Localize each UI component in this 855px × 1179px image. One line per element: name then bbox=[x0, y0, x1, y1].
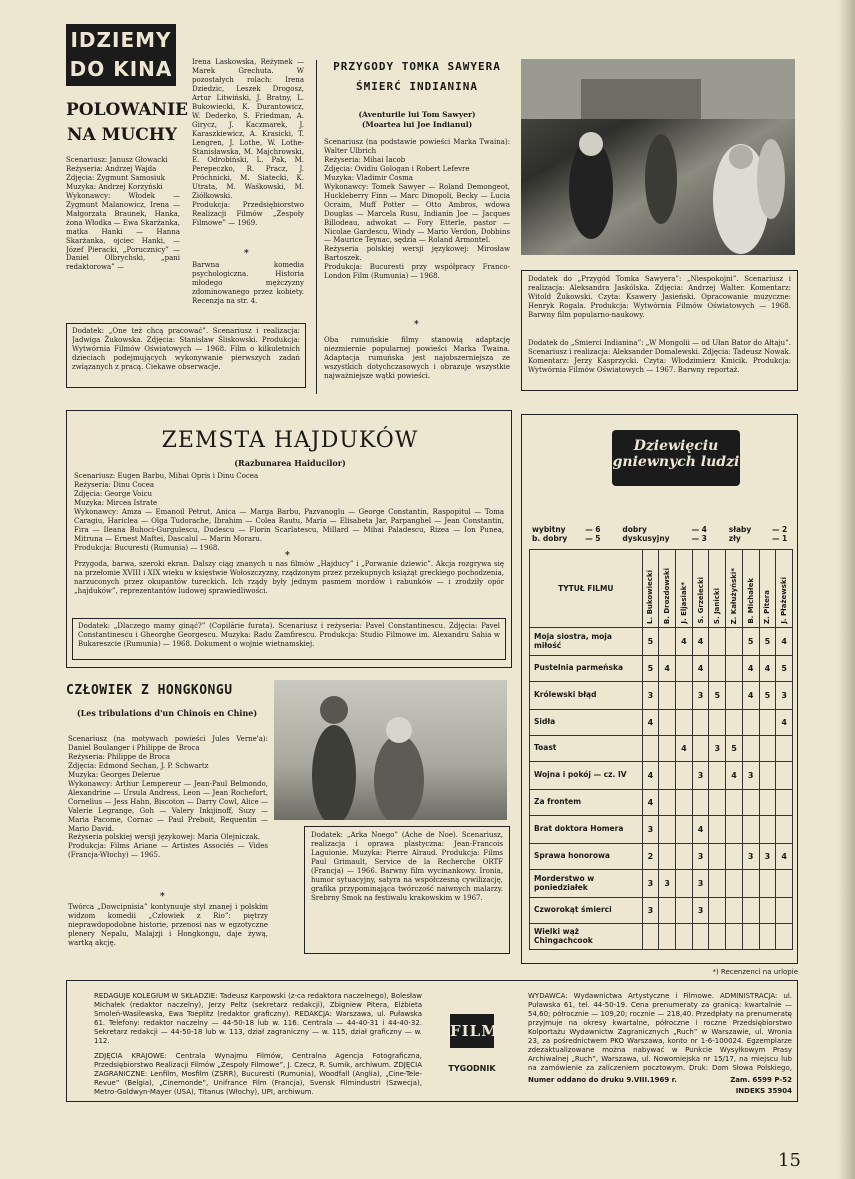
score-cell bbox=[692, 736, 709, 762]
score-cell bbox=[676, 870, 693, 898]
czlowiek-title: CZŁOWIEK Z HONGKONGU bbox=[66, 683, 233, 698]
critic-header-3 bbox=[692, 550, 709, 628]
legend-row-1 bbox=[532, 525, 792, 534]
score-cell bbox=[726, 628, 743, 656]
film-logo-sub: TYGODNIK bbox=[448, 1064, 496, 1073]
rating-row bbox=[530, 628, 793, 656]
score-cell bbox=[659, 762, 676, 790]
critic-header-5 bbox=[726, 550, 743, 628]
score-cell bbox=[676, 898, 693, 924]
legend-label: słaby bbox=[728, 525, 752, 534]
polowanie-extra: Dodatek: „One też chcą pracować”. Scenariusz i realizacja: Jadwiga Żukowska. Zdjęcia: Stanisław Śliskowski. Produkcja: Wytwórnia Filmów Oświatowych — 1968. Film o kilkuletnich dzieciach podejmujących wykonywanie pierwszych zadań związanych z pracą. Ciekawe obserwacje. bbox=[72, 327, 300, 371]
film-title-cell: Sidła bbox=[530, 710, 643, 736]
czlowiek-subtitle: (Les tribulations d'un Chinois en Chine) bbox=[76, 708, 258, 718]
tomek-title-1: PRZYGODY TOMKA SAWYERA bbox=[333, 60, 501, 73]
score-cell: 5 bbox=[742, 628, 759, 656]
film-title-cell: Morderstwo w poniedziałek bbox=[530, 870, 643, 898]
czlowiek-credits: Scenariusz (na motywach powieści Jules Verne'a): Daniel Boulanger i Philippe de Broca Reżyseria: Philippe de Broca Zdjęcia: Edmond Sechan, J. P. Schwartz Muzyka: Georges Delerue Wykonawcy: Arthur Lempereur — Jean-Paul Belmondo, Alexandrine — Ursula Andress, Leon — Jean Rochefort, Cornelius — Jess Hahn, Biscoton — Darry Cowl, Alice — Valerie Legrange, Goh — Valery Inkijinoff, Suzy — Maria Pacome, Cornac — Paul Preboit, Requentin — Mario David. Reżyseria polskiej wersji językowej: Maria Olejniczak. Produkcja: Films Ariane — Artistes Associés — Vides (Francja-Włochy) — 1965. bbox=[68, 735, 268, 860]
logo-line-1: IDZIEMY bbox=[70, 28, 172, 52]
film-title-cell: Czworokąt śmierci bbox=[530, 898, 643, 924]
rating-row bbox=[530, 924, 793, 950]
score-cell: 4 bbox=[742, 682, 759, 710]
score-cell bbox=[692, 924, 709, 950]
film-logo bbox=[450, 1014, 499, 1048]
czlowiek-review: Twórca „Dowcipnisia” kontynuuje styl znanej i polskim widzom komedii „Człowiek z Rio”: piętrzy nieprawdopodobne historie, przenosi nas w egzotyczne plenery Nepalu, Malajzji i Hongkongu, daje żywą, wartką akcję. bbox=[68, 903, 268, 947]
critic-name: J. Płażewski bbox=[780, 577, 789, 624]
score-cell bbox=[742, 924, 759, 950]
czlowiek-star: * bbox=[160, 892, 165, 902]
rating-row bbox=[530, 898, 793, 924]
tomek-star: * bbox=[414, 320, 419, 330]
score-cell bbox=[659, 816, 676, 844]
score-cell bbox=[726, 924, 743, 950]
score-cell: 3 bbox=[659, 870, 676, 898]
polowanie-title bbox=[66, 98, 188, 148]
ratings-title-2: gniewnych ludzi bbox=[612, 454, 740, 470]
score-cell bbox=[759, 870, 776, 898]
score-cell bbox=[709, 762, 726, 790]
score-cell bbox=[759, 762, 776, 790]
score-cell bbox=[709, 628, 726, 656]
polowanie-extra-box bbox=[66, 323, 306, 388]
legend-value: — 5 bbox=[585, 534, 601, 543]
film-title-cell: Wojna i pokój — cz. IV bbox=[530, 762, 643, 790]
zemsta-title: ZEMSTA HAJDUKÓW bbox=[161, 428, 419, 453]
score-cell bbox=[776, 924, 793, 950]
footer-zam: Zam. 6599 P-52 bbox=[730, 1076, 792, 1084]
score-cell bbox=[659, 682, 676, 710]
critic-name: Z. Pitera bbox=[763, 590, 772, 624]
score-cell bbox=[759, 710, 776, 736]
score-cell bbox=[676, 762, 693, 790]
zemsta-review: Przygoda, barwa, szeroki ekran. Dalszy ciąg znanych u nas filmów „Hajducy” i „Porwanie dziewic”. Akcja rozgrywa się na przełomie XVIII i XIX wieku w księstwie Wołoszczyzny, rządzonym przez przekupnych książąt greckiego pochodzenia, narzuconych przez okupantów tureckich. Ich rządy były jednym pasmem mordów i rabunków — i zrodziły opór „hajduków”, reprezentantów ludowej sprawiedliwości. bbox=[74, 560, 504, 595]
critic-name: L. Bukowiecki bbox=[646, 570, 655, 624]
score-cell bbox=[776, 870, 793, 898]
score-cell bbox=[709, 816, 726, 844]
score-cell: 4 bbox=[676, 736, 693, 762]
score-cell bbox=[726, 844, 743, 870]
score-cell bbox=[776, 898, 793, 924]
rating-row bbox=[530, 844, 793, 870]
rating-row bbox=[530, 682, 793, 710]
legend-label: wybitny bbox=[532, 525, 566, 534]
score-cell bbox=[709, 924, 726, 950]
zemsta-extra: Dodatek: „Dlaczego mamy ginąć?” (Copilărie furata). Scenariusz i reżyseria: Pavel Constantinescu. Zdjęcia: Pavel Constantinescu i Gheorghe Georgescu. Muzyka: Radu Zamfirescu. Produkcja: Studio Filmowe im. Alexandru Sahia w Bukareszcie (Rumunia) — 1968. Dokument o wojnie wietnamskiej. bbox=[78, 622, 500, 648]
tomek-extra-2: Dodatek do „Śmierci Indianina”: „W Mongolii — od Ułan Bator do Ałtaju”. Scenariusz i realizacja: Aleksander Domalewski. Zdjęcia: Tadeusz Nowak. Komentarz: Jerzy Kasprzycki. Czyta: Włodzimierz Kmicik. Produkcja: Wytwórnia Filmów Oświatowych — 1967. Barwny reportaż. bbox=[528, 339, 791, 374]
score-cell: 3 bbox=[642, 816, 659, 844]
score-cell bbox=[726, 682, 743, 710]
score-cell: 4 bbox=[776, 710, 793, 736]
legend-value: — 2 bbox=[771, 525, 788, 534]
score-cell bbox=[676, 844, 693, 870]
tomek-review: Oba rumuńskie filmy stanowią adaptację niezmiernie popularnej powieści Marka Twaina. Adaptacja rumuńska jest najobszerniejsza ze wszystkich dotychczasowych i obrazuje wszystkie najważniejsze wątki powieści. bbox=[324, 336, 510, 380]
score-cell: 3 bbox=[692, 870, 709, 898]
score-cell: 3 bbox=[692, 898, 709, 924]
critic-name: S. Grzelecki bbox=[696, 577, 705, 624]
czlowiek-extra: Dodatek: „Arka Noego” (Ache de Noe). Scenariusz, realizacja i oprawa plastyczna: Jean-Francois Laguionie. Muzyka: Pierre Alraud. Produkcja: Films Paul Grimault, Service de la Recherche ORTF (Francja) — 1966. Barwny film wycinankowy. Ironia, humor sytuacyjny, satyra na współczesną cywilizację, grafika przypominająca twórczość naiwnych malarzy. Srebrny Smok na festiwalu krakowskim w 1967. bbox=[311, 831, 503, 902]
tomek-title-2: ŚMIERĆ INDIANINA bbox=[356, 80, 478, 93]
score-cell: 2 bbox=[642, 844, 659, 870]
critic-name: B. Michałek bbox=[746, 578, 755, 624]
ratings-legend bbox=[532, 525, 792, 543]
footer-oddano: Numer oddano do druku 9.VIII.1969 r. bbox=[528, 1076, 677, 1084]
score-cell bbox=[759, 924, 776, 950]
score-cell: 5 bbox=[726, 736, 743, 762]
legend-label: dobry bbox=[622, 525, 647, 534]
polowanie-title-line-2: NA MUCHY bbox=[66, 125, 178, 145]
film-title-cell: Brat doktora Homera bbox=[530, 816, 643, 844]
film-title-cell: Moja siostra, moja miłość bbox=[530, 628, 643, 656]
score-cell: 3 bbox=[742, 844, 759, 870]
critic-header-0 bbox=[642, 550, 659, 628]
film-title-cell: Królewski błąd bbox=[530, 682, 643, 710]
critic-header-1 bbox=[659, 550, 676, 628]
tomek-subtitle: (Aventurile lui Tom Sawyer) (Moartea lui Joe Indianul) bbox=[358, 110, 476, 129]
footer-wydawca: WYDAWCA: Wydawnictwa Artystyczne i Filmowe. ADMINISTRACJA: ul. Puławska 61, tel. 44-50-19. Cena prenumeraty za granicą: kwartalnie — 54,60; półrocznie — 109,20; rocznie — 218,40. Przedpłaty na prenumeratę przyjmuje na okresy kwartalne, półroczne i roczne Przedsiębiorstwo Kolportażu Wydawnictw Zagranicznych „Ruch” w Warszawie, ul. Wronia 23, za pośrednictwem PKO Warszawa, konto nr 1-6-100024. Egzemplarze zdezaktualizowane można nabywać w Punkcie Wysyłkowym Prasy Archiwalnej „Ruch”, Warszawa, ul. Nowomiejska nr 15/17, na miejscu lub na zamówienie za zaliczeniem pocztowym. Druk: Dom Słowa Polskiego, bbox=[528, 992, 792, 1072]
score-cell bbox=[659, 898, 676, 924]
czlowiek-photo-figures bbox=[274, 680, 507, 820]
score-cell: 3 bbox=[776, 682, 793, 710]
legend-value: — 4 bbox=[691, 525, 707, 534]
ratings-footnote: *) Recenzenci na urlopie bbox=[712, 968, 798, 976]
score-cell: 4 bbox=[642, 762, 659, 790]
rating-row bbox=[530, 656, 793, 682]
critic-header-2 bbox=[676, 550, 693, 628]
score-cell bbox=[642, 736, 659, 762]
score-cell: 3 bbox=[759, 844, 776, 870]
score-cell: 4 bbox=[776, 844, 793, 870]
column-divider bbox=[316, 60, 317, 394]
score-cell bbox=[642, 924, 659, 950]
legend-label: zły bbox=[728, 534, 741, 543]
score-cell bbox=[659, 790, 676, 816]
polowanie-title-line-1: POLOWANIE bbox=[66, 100, 188, 120]
score-cell bbox=[676, 924, 693, 950]
logo-line-2: DO KINA bbox=[69, 57, 173, 81]
tomek-extra-1: Dodatek do „Przygód Tomka Sawyera”: „Niespokojni”. Scenariusz i realizacja: Aleksandra Jaskólska. Zdjęcia: Andrzej Walter. Komentarz: Witold Żukowski. Czyta: Ksawery Jasieński. Opracowanie muzyczne: Henryk Rogala. Produkcja: Wytwórnia Filmów Oświatowych — 1968. Barwny film popularno-naukowy. bbox=[528, 275, 791, 319]
score-cell bbox=[726, 816, 743, 844]
score-cell: 3 bbox=[692, 762, 709, 790]
footer-redakcja: REDAGUJE KOLEGIUM W SKŁADZIE: Tadeusz Karpowski (z-ca redaktora naczelnego), Bolesław Michałek (redaktor naczelny), Jerzy Peltz (sekretarz redakcji), Zbigniew Pitera, Elżbieta Smoleń-Wasilewska, Ewa Toeplitz (redaktor graficzny). REDAKCJA: Warszawa, ul. Puławska 61. Telefony: redaktor naczelny — 44-50-18 lub w. 116. Centrala — 44-40-31 i 44-40-32. Sekretarz redakcji — 44-50-18 lub w. 113, dział zagraniczny — w. 115, dział graficzny — w. 112. bbox=[94, 992, 422, 1045]
critic-header-7 bbox=[759, 550, 776, 628]
score-cell bbox=[776, 762, 793, 790]
score-cell bbox=[676, 710, 693, 736]
critic-header-6 bbox=[742, 550, 759, 628]
rating-row bbox=[530, 736, 793, 762]
score-cell bbox=[709, 844, 726, 870]
rating-row bbox=[530, 870, 793, 898]
film-logo-text: FILM bbox=[450, 1022, 499, 1040]
ratings-logo bbox=[612, 430, 740, 486]
legend-value: — 6 bbox=[585, 525, 601, 534]
score-cell bbox=[759, 736, 776, 762]
score-cell: 4 bbox=[659, 656, 676, 682]
tomek-sawyer-photo bbox=[521, 59, 795, 255]
score-cell bbox=[676, 790, 693, 816]
film-title-cell: Za frontem bbox=[530, 790, 643, 816]
rating-row bbox=[530, 710, 793, 736]
critic-header-8 bbox=[776, 550, 793, 628]
film-title-cell: Sprawa honorowa bbox=[530, 844, 643, 870]
polowanie-review: Barwna komedia psychologiczna. Historia młodego mężczyzny zdominowanego przez kobiety. Recenzja na str. 4. bbox=[192, 261, 304, 305]
critic-name: J. Eljasiak* bbox=[679, 582, 688, 624]
tomek-extras-box bbox=[521, 270, 798, 391]
score-cell bbox=[709, 898, 726, 924]
score-cell bbox=[676, 816, 693, 844]
score-cell bbox=[692, 710, 709, 736]
score-cell: 4 bbox=[692, 628, 709, 656]
score-cell bbox=[726, 898, 743, 924]
score-cell: 3 bbox=[692, 682, 709, 710]
rating-row bbox=[530, 816, 793, 844]
legend-row-2 bbox=[532, 534, 792, 543]
score-cell bbox=[776, 790, 793, 816]
score-cell bbox=[742, 898, 759, 924]
rating-row bbox=[530, 762, 793, 790]
ratings-table bbox=[529, 549, 793, 950]
czlowiek-extra-box bbox=[304, 826, 510, 954]
score-cell: 3 bbox=[742, 762, 759, 790]
score-cell bbox=[776, 736, 793, 762]
score-cell: 5 bbox=[642, 656, 659, 682]
polowanie-star: * bbox=[244, 249, 249, 259]
score-cell: 4 bbox=[642, 790, 659, 816]
score-cell: 4 bbox=[726, 762, 743, 790]
score-cell: 4 bbox=[759, 656, 776, 682]
zemsta-star: * bbox=[285, 551, 290, 561]
score-cell bbox=[759, 790, 776, 816]
score-cell: 5 bbox=[709, 682, 726, 710]
film-title-cell: Toast bbox=[530, 736, 643, 762]
score-cell bbox=[726, 790, 743, 816]
score-cell: 4 bbox=[692, 816, 709, 844]
critic-name: Z. Kałużyński* bbox=[729, 567, 738, 624]
ratings-body bbox=[530, 628, 793, 950]
tomek-credits: Scenariusz (na podstawie powieści Marka Twaina): Walter Ulbrich Reżyseria: Mihai Iacob Zdjęcia: Ovidiu Gologan i Robert Lefevre Muzyka: Vladimir Cosma Wykonawcy: Tomek Sawyer — Roland Demongeot, Huckleberry Finn — Marc Dinopoli, Becky — Lucia Ocraim, Muff Potter — Otto Ambros, wdowa Douglas — Marcela Rusu, Indianin Joe — Jacques Billodeau, adwokat — Fory Etterle, pastor — Nicolae Gardescu, Windy — Mario Verdon, Dobbins — Maurice Teynac, sędzia — Roland Armontel. Reżyseria polskiej wersji językowej: Mirosław Bartoszek. Produkcja: Bucuresti przy współpracy Franco-London Film (Rumunia) — 1968. bbox=[324, 138, 510, 281]
critic-header-4 bbox=[709, 550, 726, 628]
page-edge bbox=[838, 0, 855, 1179]
page-number: 15 bbox=[778, 1150, 801, 1171]
footer-oddano-line bbox=[528, 1076, 792, 1084]
score-cell bbox=[759, 898, 776, 924]
film-title-cell: Pustelnia parmeńska bbox=[530, 656, 643, 682]
score-cell bbox=[709, 870, 726, 898]
ratings-title-1: Dziewięciu bbox=[633, 438, 719, 454]
score-cell bbox=[726, 870, 743, 898]
score-cell bbox=[726, 710, 743, 736]
zemsta-extra-box bbox=[72, 618, 506, 660]
score-cell: 5 bbox=[759, 628, 776, 656]
score-cell bbox=[676, 682, 693, 710]
score-cell: 3 bbox=[642, 682, 659, 710]
score-cell bbox=[742, 710, 759, 736]
legend-label: dyskusyjny bbox=[622, 534, 670, 543]
score-cell: 4 bbox=[642, 710, 659, 736]
score-cell bbox=[659, 844, 676, 870]
score-cell bbox=[726, 656, 743, 682]
score-cell: 5 bbox=[776, 656, 793, 682]
rating-row bbox=[530, 790, 793, 816]
polowanie-credits: Scenariusz: Janusz Głowacki Reżyseria: Andrzej Wajda Zdjęcia: Zygmunt Samosiuk Muzyka: Andrzej Korzyński Wykonawcy: Włodek — Zygmunt Malanowicz, Irena — Małgorzata Braunek, Hanka, żona Włodka — Ewa Skarżanka, matka Hanki — Hanna Skarżanka, ojciec Hanki, — Józef Pieracki, „Porucznicy” — Daniel Olbrychski, „pani redaktorowa” — bbox=[66, 156, 180, 272]
score-cell: 4 bbox=[692, 656, 709, 682]
score-cell bbox=[692, 790, 709, 816]
idziemy-do-kina-logo bbox=[66, 24, 176, 86]
score-cell bbox=[742, 736, 759, 762]
score-cell bbox=[742, 790, 759, 816]
score-cell: 5 bbox=[759, 682, 776, 710]
ratings-header-row bbox=[530, 550, 793, 628]
score-cell: 3 bbox=[642, 870, 659, 898]
film-title-cell: Wielki wąż Chingachcook bbox=[530, 924, 643, 950]
score-cell: 4 bbox=[676, 628, 693, 656]
polowanie-credits-cont: Irena Laskowska, Reżymek — Marek Grechuta. W pozostałych rolach: Irena Dziedzic, Leszek Drogosz, Artur Litwiński, J. Bratny, L. Bukowiecki, K. Durantowicz, W. Dederko, S. Friedman, A. Girycz, J. Kaczmarek, J. Karaszkiewicz, A. Krasicki, T. Lengren, J. Lothe, W. Lothe-Stanisławska, M. Majchrowski, E. Odrobiński, L. Pak, M. Perepeczko, R. Pracz, J. Próchnicki, M. Siatecki, K. Utrata, M. Waśkowski, M. Ziółkowski. Produkcja: Przedsiębiorstwo Realizacji Filmów „Zespoły Filmowe” — 1969. bbox=[192, 58, 304, 228]
score-cell bbox=[742, 870, 759, 898]
score-cell: 3 bbox=[709, 736, 726, 762]
score-cell bbox=[709, 656, 726, 682]
score-cell: 4 bbox=[776, 628, 793, 656]
score-cell bbox=[776, 816, 793, 844]
score-cell bbox=[759, 816, 776, 844]
legend-value: — 1 bbox=[771, 534, 788, 543]
score-cell bbox=[659, 710, 676, 736]
critic-name: B. Drozdowski bbox=[663, 567, 672, 624]
zemsta-subtitle: (Razbunarea Haiducilor) bbox=[234, 458, 346, 468]
ratings-col-header: TYTUŁ FILMU bbox=[530, 550, 643, 628]
score-cell: 3 bbox=[692, 844, 709, 870]
czlowiek-photo bbox=[274, 680, 507, 820]
score-cell: 3 bbox=[642, 898, 659, 924]
footer-indeks: INDEKS 35904 bbox=[735, 1087, 792, 1095]
score-cell: 5 bbox=[642, 628, 659, 656]
score-cell bbox=[659, 924, 676, 950]
footer-zdjecia: ZDJĘCIA KRAJOWE: Centrala Wynajmu Filmów, Centralna Agencja Fotograficzna, Przedsiębiorstwo Realizacji Filmów „Zespoły Filmowe”, J. Czecz, R. Sumik, archiwum. ZDJĘCIA ZAGRANICZNE: Lenfilm, Mosfilm (ZSRR), Bucuresti (Rumunia), Woodfall (Anglia), „Cine-Tele-Revue” (Belgia), „Cinemonde”, Unifrance Film (Francja), Svensk Filmindustri (Szwecja), Metro-Goldwyn-Mayer (USA), Titanus (Włochy), UPI, archiwum. bbox=[94, 1052, 422, 1096]
score-cell: 4 bbox=[742, 656, 759, 682]
score-cell bbox=[676, 656, 693, 682]
score-cell bbox=[659, 628, 676, 656]
legend-value: — 3 bbox=[691, 534, 707, 543]
score-cell bbox=[659, 736, 676, 762]
score-cell bbox=[742, 816, 759, 844]
zemsta-credits: Scenariusz: Eugen Barbu, Mihai Opris i Dinu Cocea Reżyseria: Dinu Cocea Zdjęcia: George Voicu Muzyka: Mircea Istrate Wykonawcy: Amza — Emanoil Petrut, Anica — Marga Barbu, Pazvanoglu — George Constantin, Raspopitul — Toma Caragiu, Hariclea — Olga Tudorache, Ibrahim — Colea Rautu, Maria — Elisabeta Jar, Parpanghel — Jean Constantin, Fira — Ileana Buhoci-Gurgulescu, Dudescu — Florin Scarlatescu, Millard — Mihai Paladescu, Rizea — Ion Punea, Mitruna — Ernest Maftei, Dascalul — Marin Moraru. Produkcja: Bucuresti (Rumunia) — 1968. bbox=[74, 472, 504, 552]
tomek-photo-figures bbox=[521, 59, 795, 255]
critic-name: S. Janicki bbox=[713, 587, 722, 624]
score-cell bbox=[709, 710, 726, 736]
legend-label: b. dobry bbox=[532, 534, 568, 543]
score-cell bbox=[709, 790, 726, 816]
